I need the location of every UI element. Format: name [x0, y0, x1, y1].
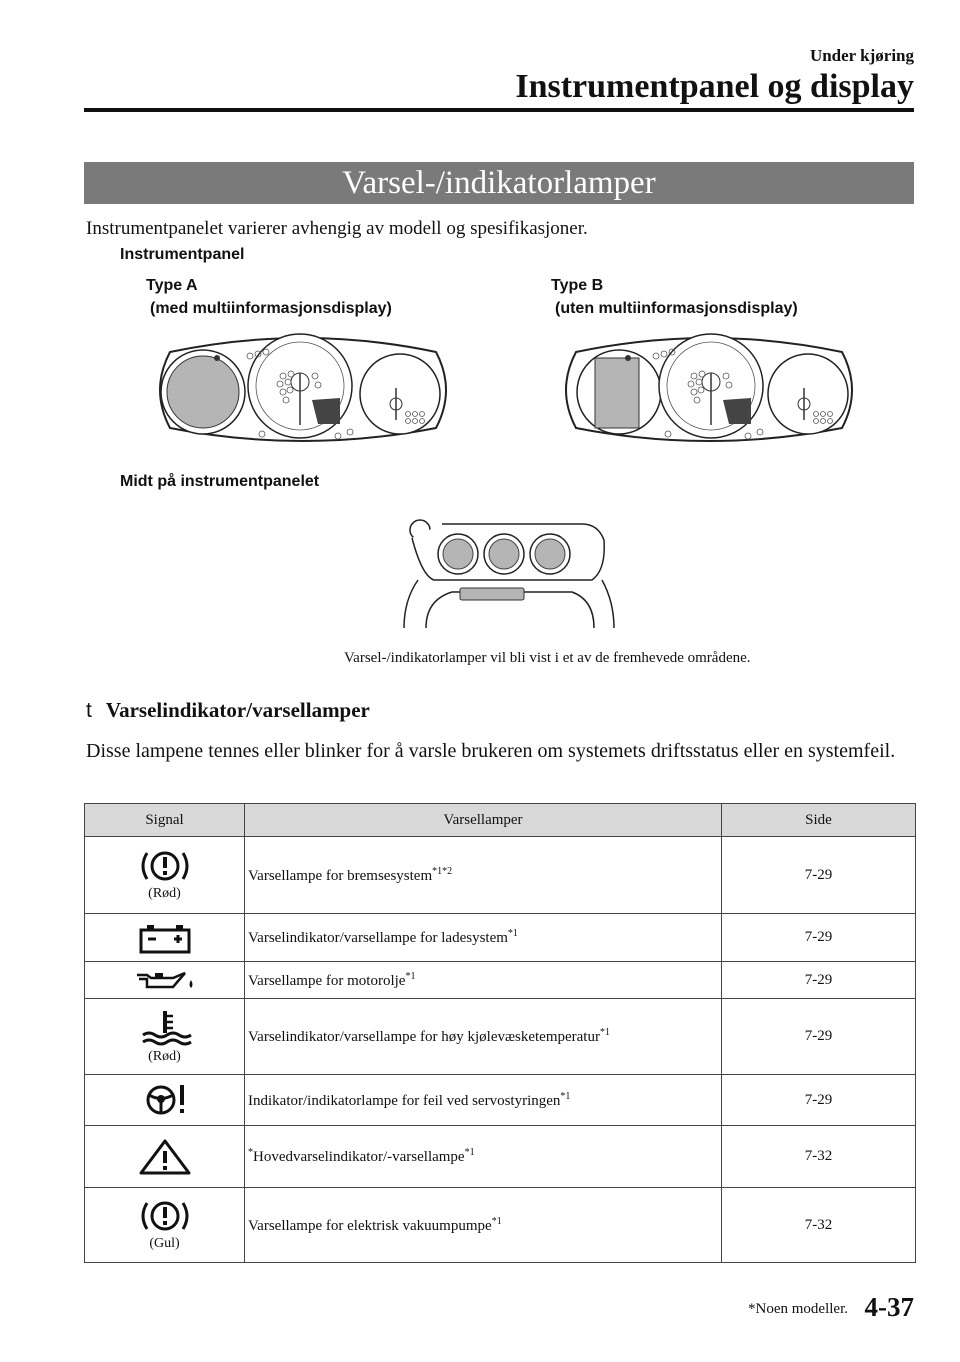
lamp-description: Indikator/indikatorlampe for feil ved servostyringen	[248, 1092, 561, 1109]
footnote-ref: *1	[507, 928, 518, 939]
description-cell	[245, 837, 722, 914]
description-cell	[245, 1075, 722, 1126]
color-note: (Gul)	[149, 1236, 180, 1251]
signal-cell	[85, 1075, 245, 1126]
figure-caption: Varsel-/indikatorlamper vil bli vist i et av de fremhevede områdene.	[344, 650, 751, 666]
brake-warning-icon	[135, 848, 195, 884]
figure-label-panel: Instrumentpanel	[120, 246, 245, 263]
lamp-description: Varsellampe for bremsesystem	[248, 867, 433, 884]
page-ref: 7-29	[722, 914, 916, 962]
power-steering-icon	[135, 1082, 195, 1118]
page-number: 4-37	[864, 1292, 914, 1322]
figure-label-center: Midt på instrumentpanelet	[120, 473, 320, 490]
page-title: Varsel-/indikatorlamper	[84, 162, 914, 204]
footnote-ref: *1	[560, 1090, 571, 1102]
table-row	[85, 999, 916, 1075]
battery-icon	[135, 922, 195, 954]
footnote-ref: *1	[491, 1215, 502, 1227]
figure-note-type-a: (med multiinformasjonsdisplay)	[150, 300, 392, 317]
table-row	[85, 837, 916, 914]
signal-cell	[85, 1126, 245, 1188]
cluster-type-a-illustration	[150, 330, 456, 448]
page-ref: 7-32	[722, 1188, 916, 1263]
table-row	[85, 1188, 916, 1263]
page-ref: 7-29	[722, 837, 916, 914]
footnote-ref: *1	[464, 1147, 475, 1158]
subsection-title: Varselindikator/varsellamper	[105, 698, 370, 722]
signal-cell	[85, 837, 245, 914]
footnote-ref: *1	[599, 1027, 610, 1038]
table-row	[85, 1075, 916, 1126]
coolant-temperature-icon	[135, 1009, 195, 1047]
figure-label-type-a: Type A	[146, 277, 198, 294]
description-cell	[245, 999, 722, 1075]
table-row	[85, 1126, 916, 1188]
section-name: Under kjøring	[809, 46, 914, 65]
lamp-description: Varselindikator/varsellampe for ladesystem	[248, 930, 508, 946]
vacuum-pump-icon	[135, 1198, 195, 1234]
color-note: (Rød)	[148, 1048, 181, 1064]
description-cell	[245, 914, 722, 962]
chapter-title: Instrumentpanel og display	[515, 68, 914, 105]
page-ref: 7-29	[722, 999, 916, 1075]
header-rule	[84, 108, 914, 112]
column-header-page: Side	[722, 804, 916, 837]
prefix-mark: *	[248, 1147, 253, 1158]
table-row	[85, 962, 916, 999]
lamp-description: Varsellampe for motorolje	[248, 972, 406, 989]
table-header-row	[85, 804, 916, 837]
warning-lamp-table	[84, 803, 916, 1263]
page-ref: 7-29	[722, 1075, 916, 1126]
signal-cell	[85, 914, 245, 962]
color-note: (Rød)	[148, 886, 181, 901]
page-ref: 7-29	[722, 962, 916, 999]
center-panel-illustration	[382, 510, 618, 630]
footnote-ref: *1*2	[432, 865, 453, 877]
table-row	[85, 914, 916, 962]
figure-note-type-b: (uten multiinformasjonsdisplay)	[555, 300, 798, 317]
intro-text: Instrumentpanelet varierer avhengig av modell og spesifikasjoner.	[86, 218, 588, 239]
column-header-signal: Signal	[85, 804, 245, 837]
signal-cell	[85, 999, 245, 1075]
description-cell	[245, 1126, 722, 1188]
subsection-heading	[86, 698, 370, 723]
cluster-type-b-illustration	[556, 330, 862, 448]
description-cell	[245, 962, 722, 999]
subsection-paragraph: Disse lampene tennes eller blinker for å varsle brukeren om systemets driftsstatus eller en systemfeil.	[86, 740, 896, 762]
oil-can-icon	[133, 969, 197, 991]
signal-cell	[85, 962, 245, 999]
page-header	[515, 46, 914, 106]
bullet-marker: t	[86, 699, 92, 722]
signal-cell	[85, 1188, 245, 1263]
page-ref: 7-32	[722, 1126, 916, 1188]
description-cell	[245, 1188, 722, 1263]
master-warning-icon	[135, 1137, 195, 1177]
figure-label-type-b: Type B	[551, 277, 604, 294]
footnote-ref: *1	[405, 970, 416, 982]
column-header-lamps: Varsellamper	[245, 804, 722, 837]
lamp-description: Hovedvarselindikator/-varsellampe	[253, 1149, 465, 1165]
footnote: *Noen modeller.	[748, 1301, 848, 1317]
lamp-description: Varselindikator/varsellampe for høy kjølevæsketemperatur	[248, 1029, 600, 1045]
lamp-description: Varsellampe for elektrisk vakuumpumpe	[248, 1217, 492, 1234]
